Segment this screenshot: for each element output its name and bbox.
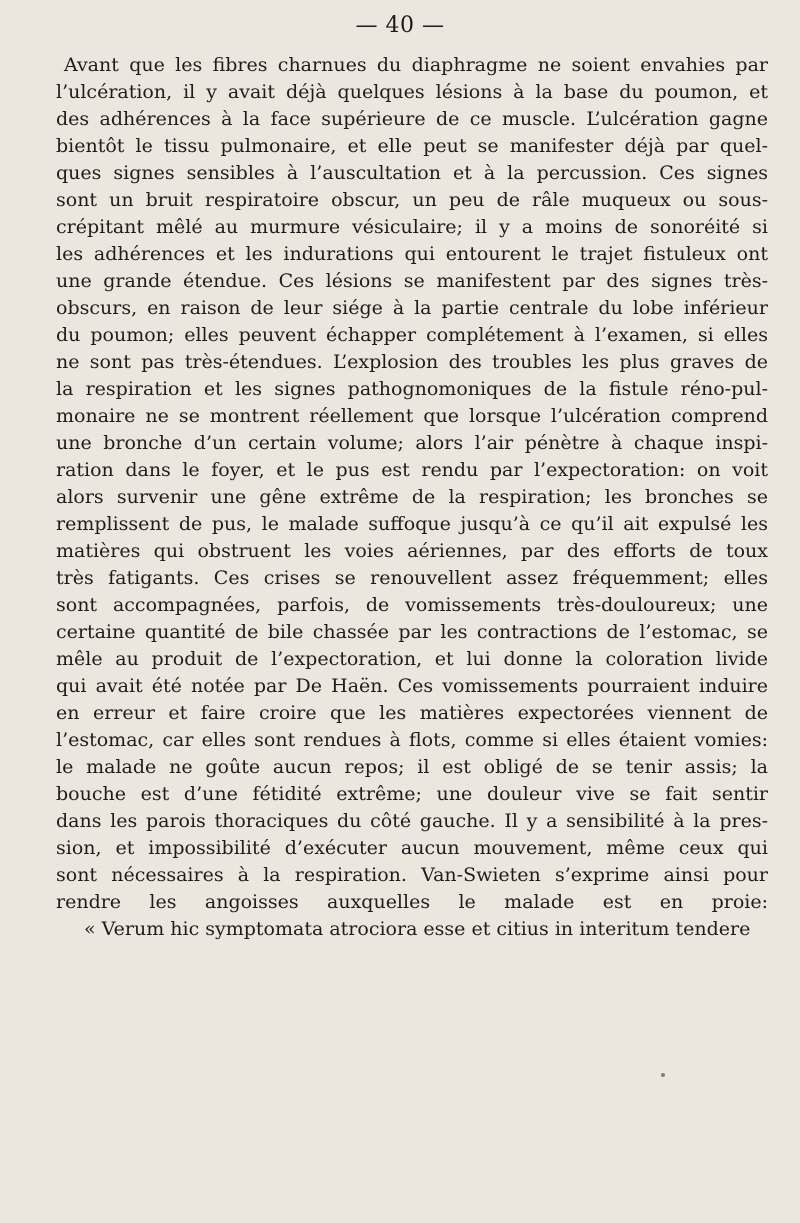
text-line: l’estomac, car elles sont rendues à flots, comme si elles étaient vomies: xyxy=(56,729,768,751)
text-line: dans les parois thoraciques du côté gauche. Il y a sensibilité à la pres- xyxy=(56,810,768,832)
text-line: obscurs, en raison de leur siége à la partie centrale du lobe inférieur xyxy=(56,297,768,319)
text-line: sont nécessaires à la respiration. Van-Swieten s’exprime ainsi pour xyxy=(56,864,768,886)
text-line: du poumon; elles peuvent échapper complétement à l’examen, si elles xyxy=(56,324,768,346)
text-line: les adhérences et les indurations qui entourent le trajet fistuleux ont xyxy=(56,243,768,265)
text-line: certaine quantité de bile chassée par les contractions de l’estomac, se xyxy=(56,621,768,643)
text-line: sont accompagnées, parfois, de vomissements très-douloureux; une xyxy=(56,594,768,616)
text-line: crépitant mêlé au murmure vésiculaire; il y a moins de sonoréité si xyxy=(56,216,768,238)
text-line: une grande étendue. Ces lésions se manifestent par des signes très- xyxy=(56,270,768,292)
text-line: très fatigants. Ces crises se renouvellent assez fréquemment; elles xyxy=(56,567,768,589)
body-text xyxy=(56,52,768,943)
text-line: remplissent de pus, le malade suffoque jusqu’à ce qu’il ait expulsé les xyxy=(56,513,768,535)
text-line: matières qui obstruent les voies aériennes, par des efforts de toux xyxy=(56,540,768,562)
text-line: ne sont pas très-étendues. L’explosion des troubles les plus graves de xyxy=(56,351,768,373)
paper-speck xyxy=(661,1073,665,1077)
text-line: sont un bruit respiratoire obscur, un peu de râle muqueux ou sous- xyxy=(56,189,768,211)
text-line: alors survenir une gêne extrême de la respiration; les bronches se xyxy=(56,486,768,508)
text-line: le malade ne goûte aucun repos; il est obligé de se tenir assis; la xyxy=(56,756,768,778)
text-line: en erreur et faire croire que les matières expectorées viennent de xyxy=(56,702,768,724)
text-line: mêle au produit de l’expectoration, et lui donne la coloration livide xyxy=(56,648,768,670)
text-line: des adhérences à la face supérieure de ce muscle. L’ulcération gagne xyxy=(56,108,768,130)
page-number: — 40 — xyxy=(355,13,445,38)
text-line: l’ulcération, il y avait déjà quelques lésions à la base du poumon, et xyxy=(56,81,768,103)
text-line: ques signes sensibles à l’auscultation et à la percussion. Ces signes xyxy=(56,162,768,184)
text-line: une bronche d’un certain volume; alors l’air pénètre à chaque inspi- xyxy=(56,432,768,454)
text-line: la respiration et les signes pathognomoniques de la fistule réno-pul- xyxy=(56,378,768,400)
text-line: sion, et impossibilité d’exécuter aucun mouvement, même ceux qui xyxy=(56,837,768,859)
text-line: monaire ne se montrent réellement que lorsque l’ulcération comprend xyxy=(56,405,768,427)
text-line: Avant que les fibres charnues du diaphragme ne soient envahies par xyxy=(64,54,768,76)
text-line: bouche est d’une fétidité extrême; une douleur vive se fait sentir xyxy=(56,783,768,805)
text-line: rendre les angoisses auxquelles le malade est en proie: xyxy=(56,891,768,913)
text-line: « Verum hic symptomata atrociora esse et citius in interitum tendere xyxy=(84,918,751,940)
text-line: bientôt le tissu pulmonaire, et elle peut se manifester déjà par quel- xyxy=(56,135,768,157)
text-line: qui avait été notée par De Haën. Ces vomissements pourraient induire xyxy=(56,675,768,697)
text-line: ration dans le foyer, et le pus est rendu par l’expectoration: on voit xyxy=(56,459,768,481)
